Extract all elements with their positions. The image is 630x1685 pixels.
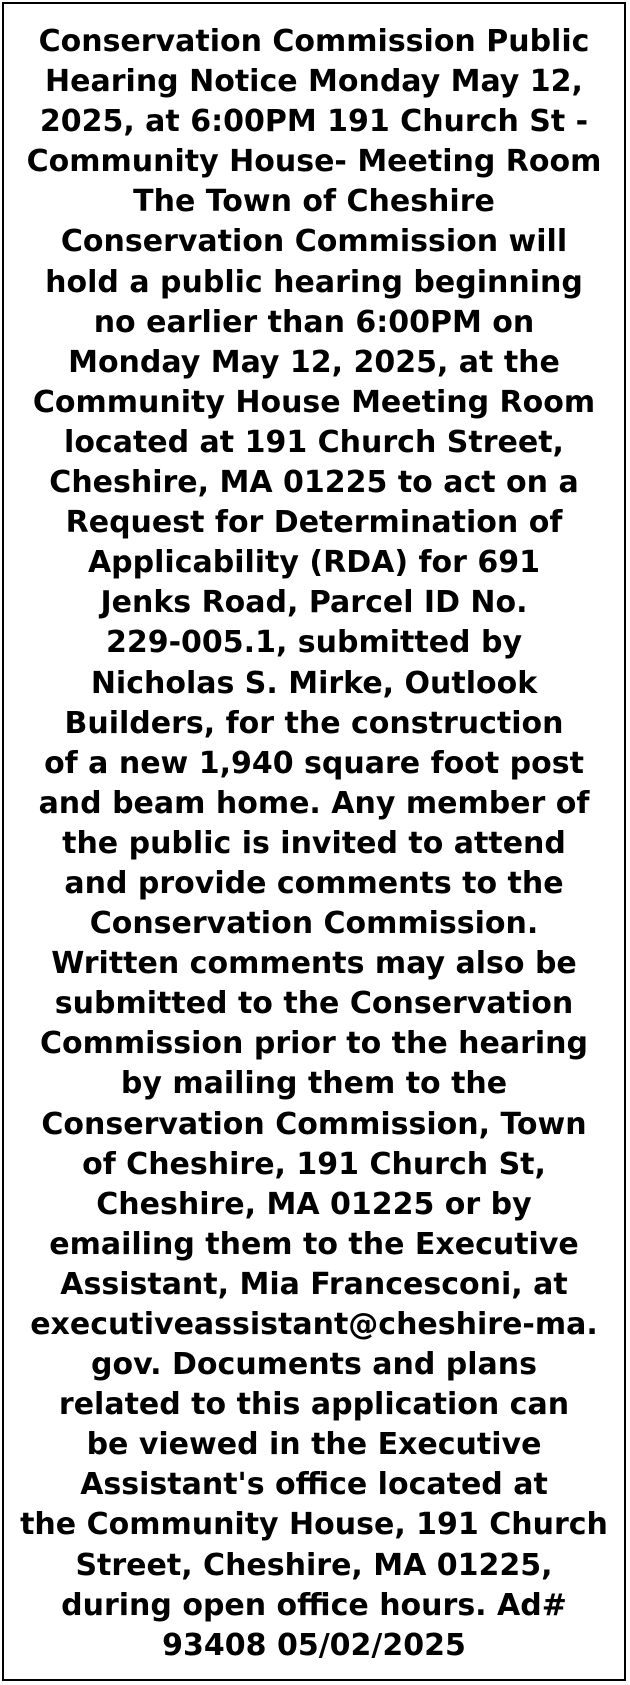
notice-line: Community House- Meeting Room bbox=[26, 144, 602, 180]
notice-line: Written comments may also be bbox=[51, 946, 577, 982]
notice-body bbox=[14, 22, 614, 1666]
notice-line: executiveassistant@cheshire-ma. bbox=[30, 1307, 598, 1342]
notice-line: Nicholas S. Mirke, Outlook bbox=[90, 665, 538, 701]
notice-line: Request for Determination of bbox=[65, 505, 563, 541]
notice-line: Cheshire, MA 01225 to act on a bbox=[49, 465, 579, 501]
notice-line: 93408 05/02/2025 bbox=[162, 1627, 466, 1663]
notice-line: Applicability (RDA) for 691 bbox=[87, 545, 541, 581]
notice-line: no earlier than 6:00PM on bbox=[93, 304, 535, 340]
notice-line: and beam home. Any member of bbox=[38, 785, 590, 821]
notice-line: during open office hours. Ad# bbox=[61, 1587, 567, 1623]
notice-line: 229-005.1, submitted by bbox=[105, 625, 522, 661]
notice-line: Conservation Commission will bbox=[60, 224, 568, 260]
notice-line: The Town of Cheshire bbox=[133, 184, 495, 220]
notice-line: related to this application can bbox=[58, 1387, 570, 1423]
notice-line: the Community House, 191 Church bbox=[20, 1507, 608, 1543]
notice-line: Street, Cheshire, MA 01225, bbox=[75, 1547, 553, 1583]
notice-line: of Cheshire, 191 Church St, bbox=[82, 1146, 546, 1182]
notice-line: of a new 1,940 square foot post bbox=[44, 745, 584, 781]
notice-line: Monday May 12, 2025, at the bbox=[68, 344, 560, 380]
notice-line: Assistant's office located at bbox=[80, 1467, 548, 1503]
notice-line: Conservation Commission, Town bbox=[41, 1106, 587, 1142]
notice-line: be viewed in the Executive bbox=[86, 1427, 542, 1463]
notice-line: Commission prior to the hearing bbox=[40, 1026, 588, 1062]
notice-line: by mailing them to the bbox=[120, 1066, 508, 1102]
notice-line: Community House Meeting Room bbox=[32, 384, 596, 420]
notice-line: Cheshire, MA 01225 or by bbox=[96, 1186, 532, 1222]
notice-line: 2025, at 6:00PM 191 Church St - bbox=[39, 104, 589, 140]
notice-line: the public is invited to attend bbox=[62, 825, 566, 861]
notice-line: located at 191 Church Street, bbox=[64, 424, 564, 460]
notice-line: Conservation Commission Public bbox=[38, 24, 590, 59]
notice-line: Hearing Notice Monday May 12, bbox=[45, 64, 583, 100]
notice-line: Builders, for the construction bbox=[64, 705, 564, 741]
notice-line: submitted to the Conservation bbox=[54, 986, 574, 1022]
notice-frame bbox=[2, 2, 626, 1681]
notice-line: hold a public hearing beginning bbox=[45, 264, 583, 300]
notice-line: emailing them to the Executive bbox=[49, 1226, 579, 1262]
notice-line: Jenks Road, Parcel ID No. bbox=[100, 585, 528, 621]
notice-line: Conservation Commission. bbox=[89, 906, 539, 942]
notice-line: and provide comments to the bbox=[64, 865, 564, 901]
notice-line: Assistant, Mia Francesconi, at bbox=[60, 1266, 568, 1302]
notice-line: gov. Documents and plans bbox=[90, 1347, 538, 1383]
